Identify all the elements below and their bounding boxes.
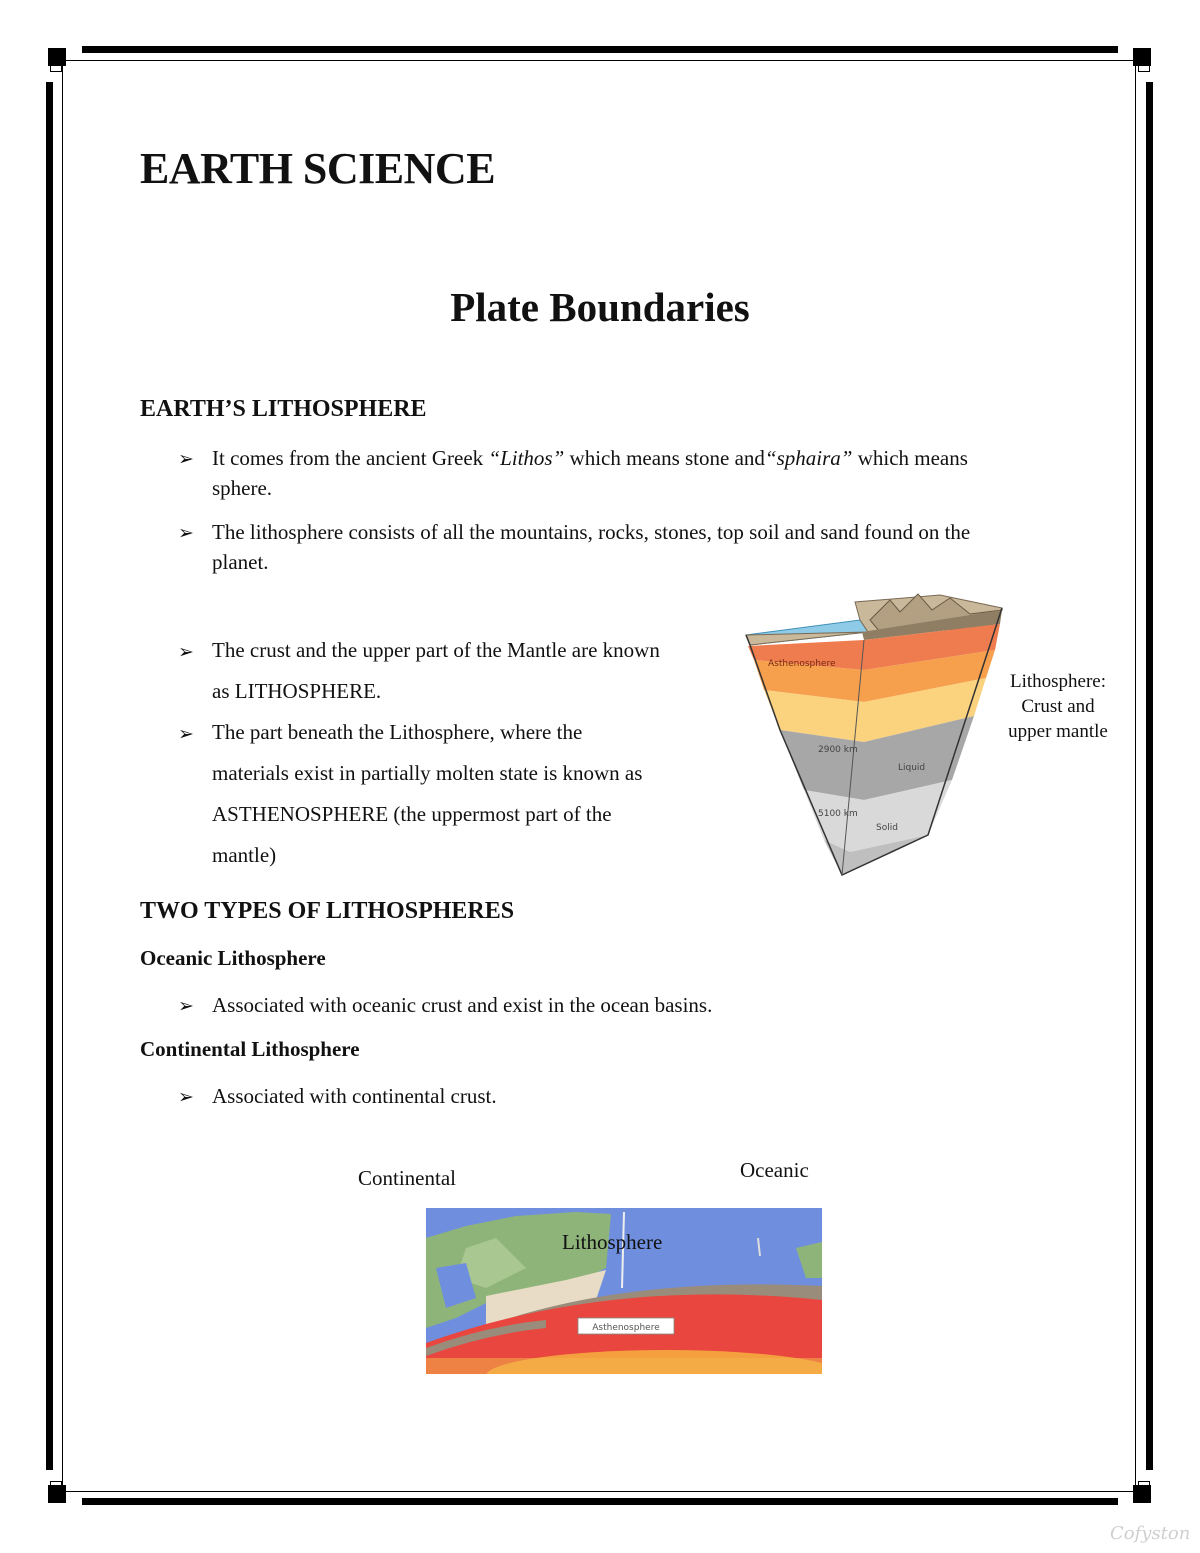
page-title: EARTH SCIENCE (140, 144, 496, 193)
arrow-bullet-icon: ➢ (178, 995, 194, 1017)
arrow-bullet-icon: ➢ (178, 723, 194, 745)
subheading-oceanic: Oceanic Lithosphere (140, 946, 326, 970)
label-lithosphere: Lithosphere (562, 1230, 663, 1254)
arrow-bullet-icon: ➢ (178, 522, 194, 544)
label-solid: Solid (876, 823, 898, 833)
section-heading-lithosphere: EARTH’S LITHOSPHERE (140, 396, 427, 422)
label-asthenosphere-cross: Asthenosphere (592, 1323, 660, 1333)
label-oceanic: Oceanic (740, 1158, 809, 1182)
label-asthenosphere: Asthenosphere (768, 659, 836, 669)
earth-layers-figure (740, 590, 1012, 882)
label-depth-5100: 5100 km (818, 809, 858, 819)
subheading-continental: Continental Lithosphere (140, 1037, 360, 1061)
section-heading-types: TWO TYPES OF LITHOSPHERES (140, 898, 515, 924)
arrow-bullet-icon: ➢ (178, 1086, 194, 1108)
arrow-bullet-icon: ➢ (178, 641, 194, 663)
label-depth-2900: 2900 km (818, 745, 858, 755)
label-liquid: Liquid (898, 763, 926, 773)
page-subtitle: Plate Boundaries (450, 284, 750, 330)
arrow-bullet-icon: ➢ (178, 448, 194, 470)
figure-caption: Lithosphere: Crust and upper mantle (1008, 671, 1108, 742)
label-continental: Continental (358, 1166, 456, 1190)
watermark-logo: Cofyston (1110, 1523, 1191, 1544)
